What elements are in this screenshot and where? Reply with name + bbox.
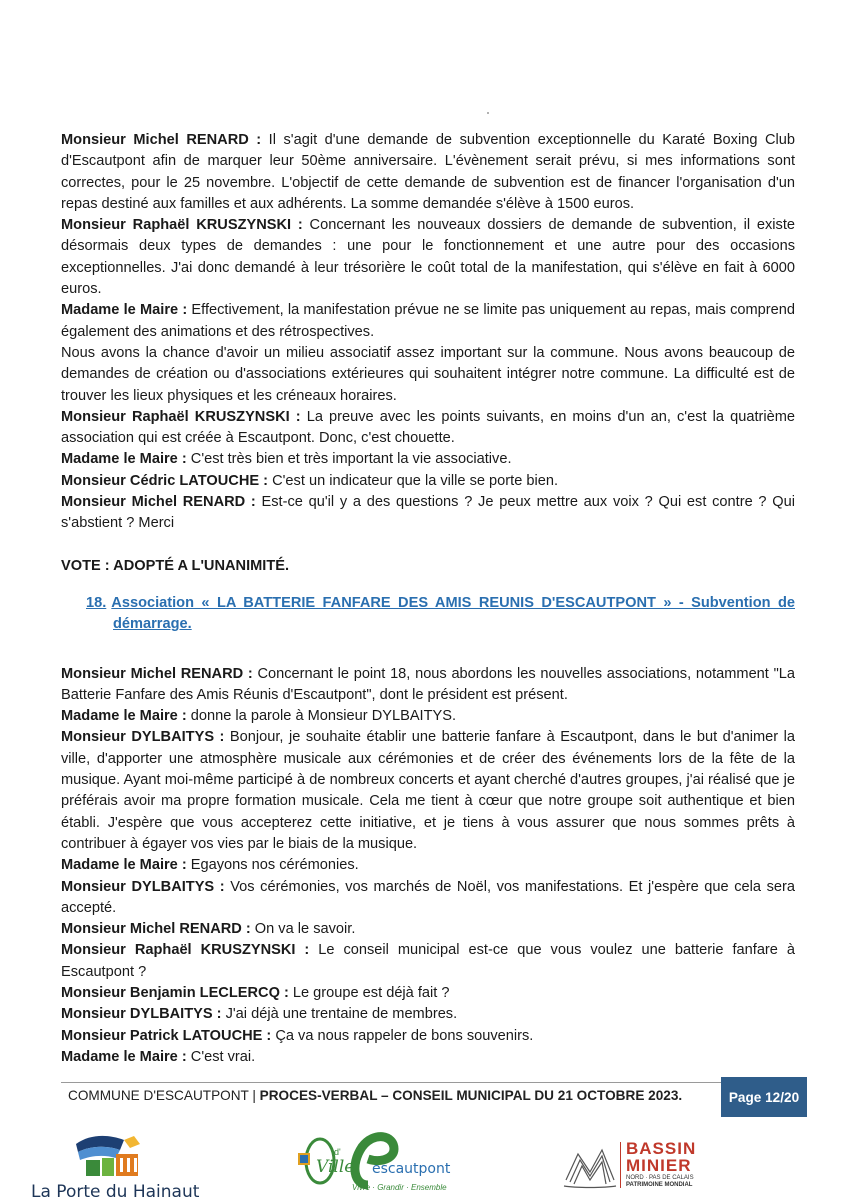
transcript-paragraph (61, 919, 795, 940)
speech-text: La preuve avec les points suivants, en moins d'un an, c'est la quatrième association qui est créée à Escautpont. Donc, c'est chouette. (61, 408, 795, 447)
bassin-separator (620, 1142, 621, 1188)
ville-word: Ville (316, 1157, 355, 1177)
escautpont-word: escautpont (372, 1161, 451, 1177)
section-number: 18. (86, 594, 107, 611)
speaker-name: Monsieur Michel RENARD : (61, 132, 262, 148)
speaker-name: Madame le Maire : (61, 451, 187, 468)
transcript-paragraph (61, 492, 795, 535)
speech-text: Ça va nous rappeler de bons souvenirs. (271, 1027, 534, 1044)
speaker-name: Monsieur Cédric LATOUCHE : (61, 472, 269, 489)
minutes-body (61, 130, 795, 1068)
scan-dot (487, 112, 489, 114)
speech-text: Vos cérémonies, vos marchés de Noël, vos manifestations. Et j'espère que cela sera accepté. (61, 878, 795, 916)
transcript-paragraph (61, 727, 795, 855)
ville-prefix: d' (334, 1147, 341, 1157)
footer-caption (68, 1088, 682, 1103)
footer-title: PROCES-VERBAL – CONSEIL MUNICIPAL DU 21 OCTOBRE 2023. (259, 1088, 683, 1103)
transcript-paragraph (61, 706, 795, 727)
speaker-name: Monsieur DYLBAITYS : (61, 878, 225, 895)
footer-rule (61, 1082, 721, 1083)
bassin-minier-emblem-icon (562, 1140, 618, 1190)
speaker-name: Madame le Maire : (61, 302, 188, 319)
speaker-name: Monsieur DYLBAITYS : (61, 1006, 222, 1023)
speaker-name: Monsieur Michel RENARD : (61, 921, 251, 938)
speech-text: Nous avons la chance d'avoir un milieu associatif assez important sur la commune. Nous avons beaucoup de demandes de création ou d'associations extérieures qui souhaitent intégrer notre commune. La difficulté est de trouver les lieux physiques et les créneaux horaires. (61, 344, 795, 404)
speech-text: Le conseil municipal est-ce que vous voulez une batterie fanfare à Escautpont ? (61, 942, 795, 980)
transcript-paragraph (61, 300, 795, 343)
speech-text: C'est un indicateur que la ville se porte bien. (268, 472, 559, 489)
vote-result: VOTE : ADOPTÉ A L'UNANIMITÉ. (61, 557, 290, 574)
speech-text: Effectivement, la manifestation prévue ne se limite pas uniquement au repas, mais comprend également des animations et des rétrospectives. (61, 302, 795, 340)
bassin-region: NORD · PAS DE CALAIS (626, 1175, 694, 1181)
speaker-name: Monsieur Raphaël KRUSZYNSKI : (61, 942, 310, 959)
transcript-paragraph (61, 215, 795, 300)
page-number-badge: Page 12/20 (721, 1077, 807, 1117)
speech-text: Le groupe est déjà fait ? (288, 984, 450, 1001)
speech-text: Il s'agit d'une demande de subvention exceptionnelle du Karaté Boxing Club d'Escautpont afin de marquer leur 50ème anniversaire. L'évènement serait prévu, si mes informations sont correctes, pour le 25 novembre. L'objectif de cette demande de subvention est de financer l'organisation d'un repas destiné aux familles et aux adhérents. La somme demandée s'élève à 1500 euros. (61, 132, 795, 212)
speaker-name: Madame le Maire : (61, 857, 187, 874)
transcript-paragraph (61, 471, 795, 492)
transcript-paragraph (61, 1026, 795, 1047)
speech-text: Concernant les nouveaux dossiers de demande de subvention, il existe désormais deux types de demandes : une pour le fonctionnement et une autre pour des occasions exceptionnelles. J'ai donc demandé à leur trésorière le coût total de la manifestation, qui s'élève en fait à 6000 euros. (61, 217, 795, 298)
bassin-word: BASSIN (626, 1139, 697, 1158)
bassin-heritage: PATRIMOINE MONDIAL (626, 1182, 693, 1188)
section-title: Association « LA BATTERIE FANFARE DES AMIS REUNIS D'ESCAUTPONT » - Subvention de démarrage. (111, 594, 795, 633)
section-spacer (61, 636, 795, 664)
transcript-paragraph (61, 664, 795, 707)
transcript-paragraph (61, 449, 795, 470)
transcript-paragraph (61, 130, 795, 215)
speech-text: J'ai déjà une trentaine de membres. (221, 1006, 458, 1023)
speaker-name: Monsieur Raphaël KRUSZYNSKI : (61, 408, 301, 425)
speech-text: On va le savoir. (250, 921, 356, 938)
transcript-paragraph (61, 1047, 795, 1068)
escautpont-logo (290, 1125, 450, 1200)
porte-du-hainaut-logo (28, 1130, 228, 1200)
speaker-name: Monsieur DYLBAITYS : (61, 729, 225, 746)
minier-word: MINIER (626, 1156, 692, 1175)
transcript-paragraph (61, 407, 795, 450)
speech-text: donne la parole à Monsieur DYLBAITYS. (186, 708, 457, 725)
discussion-block-2 (61, 664, 795, 1069)
speaker-name: Monsieur Benjamin LECLERCQ : (61, 984, 289, 1001)
speech-text: Est-ce qu'il y a des questions ? Je peux mettre aux voix ? Qui est contre ? Qui s'abstient ? Merci (61, 494, 795, 532)
speaker-name: Madame le Maire : (61, 1048, 187, 1065)
transcript-paragraph (61, 877, 795, 920)
footer-commune: COMMUNE D'ESCAUTPONT | (68, 1088, 260, 1103)
speech-text: C'est vrai. (186, 1048, 256, 1065)
bassin-minier-logo (562, 1140, 712, 1200)
speaker-name: Madame le Maire : (61, 708, 187, 725)
transcript-paragraph (61, 343, 795, 407)
porte-du-hainaut-emblem-icon (28, 1130, 158, 1182)
speech-text: Egayons nos cérémonies. (186, 857, 359, 874)
speaker-name: Monsieur Patrick LATOUCHE : (61, 1027, 272, 1044)
section-heading[interactable] (61, 593, 795, 636)
porte-du-hainaut-name: La Porte du Hainaut (31, 1182, 200, 1202)
transcript-paragraph (61, 983, 795, 1004)
transcript-paragraph (61, 940, 795, 983)
escautpont-tagline: Vivre · Grandir · Ensemble (352, 1183, 447, 1192)
speech-text: C'est très bien et très important la vie associative. (186, 451, 512, 468)
speaker-name: Monsieur Michel RENARD : (61, 665, 253, 682)
speech-text: Bonjour, je souhaite établir une batterie fanfare à Escautpont, dans le but d'animer la ville, d'apporter une atmosphère musicale aux cérémonies et de créer des événements lors de la fête de la musique. Ayant moi-même participé à de nombreux concerts et ayant cherché d'autres groupes, j'ai réalisé que je préférais avoir ma propre formation musicale. Cela me tient à cœur que notre groupe soit authentique et bien établi. J'espère que vous accepterez cette initiative, et je tiens à vous assurer que nous sommes prêts à contribuer à égayer vos vies par le biais de la musique. (61, 729, 795, 852)
speaker-name: Monsieur Michel RENARD : (61, 494, 256, 511)
speech-text: Concernant le point 18, nous abordons les nouvelles associations, notamment "La Batterie Fanfare des Amis Réunis d'Escautpont", dont le président est présent. (61, 665, 795, 703)
discussion-block-1 (61, 130, 795, 535)
transcript-paragraph (61, 855, 795, 876)
speaker-name: Monsieur Raphaël KRUSZYNSKI : (61, 217, 303, 234)
transcript-paragraph (61, 1004, 795, 1025)
